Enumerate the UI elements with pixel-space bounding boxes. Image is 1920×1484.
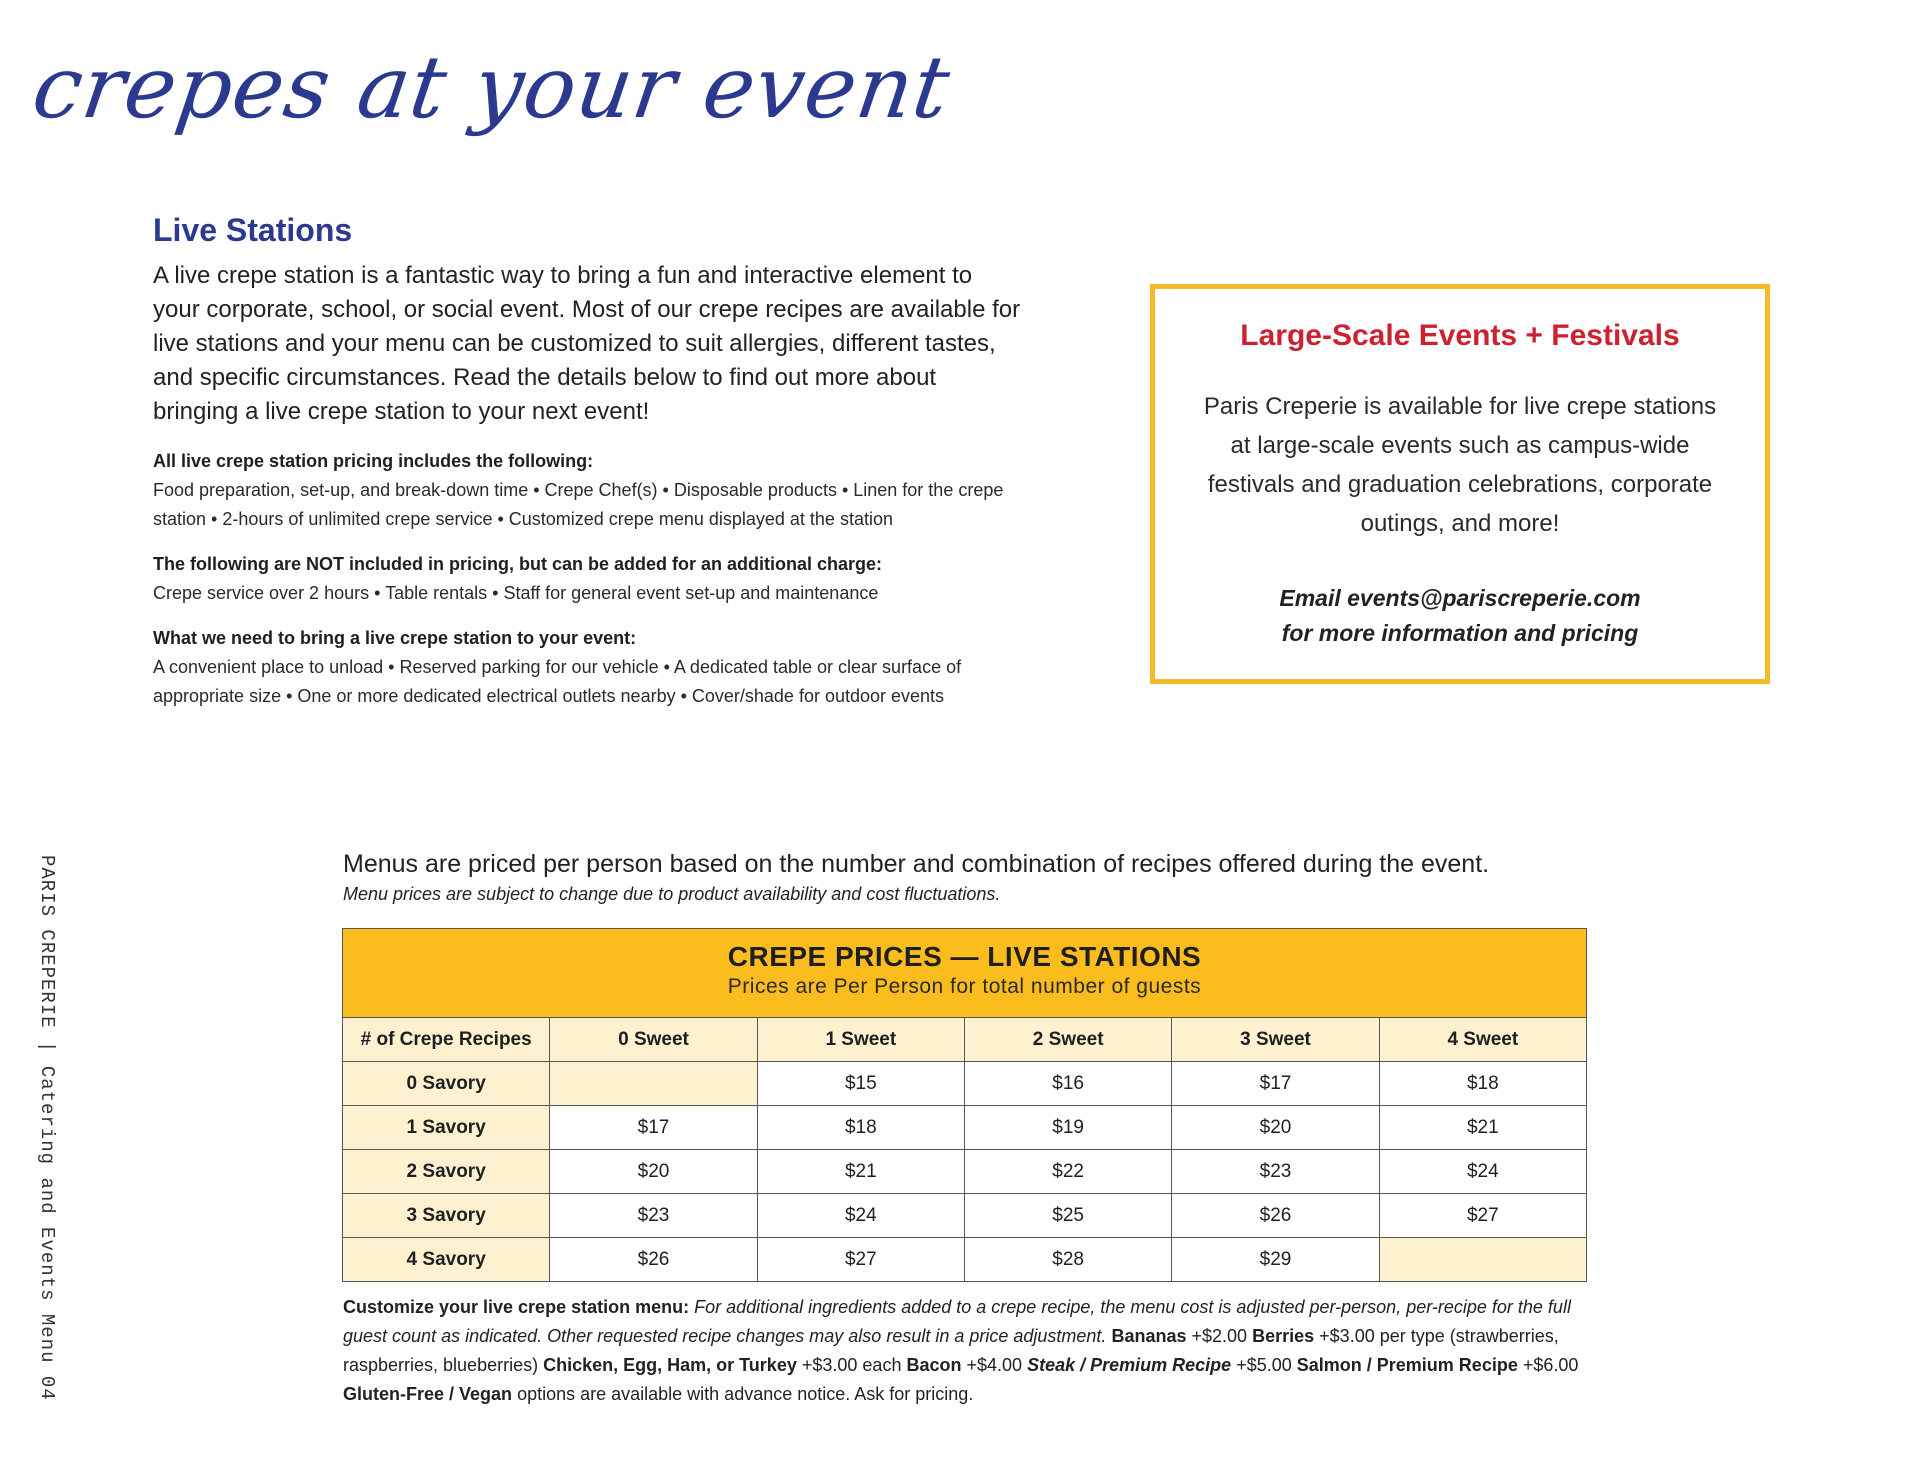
table-row: [343, 1150, 1587, 1194]
not-included-body: Crepe service over 2 hours • Table rentals • Staff for general event set-up and maintenance: [153, 583, 879, 603]
customize-italic-note: For additional ingredients added to a crepe recipe, the menu cost is adjusted per-person, per-recipe for the full guest count as indicated. Other requested recipe changes may also result in a price adjustment.: [343, 1297, 1571, 1346]
not-included-block: [153, 550, 1023, 608]
price-cell: $29: [1172, 1238, 1379, 1282]
price-cell: $25: [964, 1194, 1171, 1238]
price-cell: $15: [757, 1062, 964, 1106]
addon-gf-label: Gluten-Free / Vegan: [343, 1384, 513, 1404]
customize-note: [343, 1293, 1593, 1409]
addon-berries-label: Berries: [1252, 1326, 1315, 1346]
addon-steak-price: +$5.00: [1236, 1355, 1292, 1375]
table-row: [343, 1194, 1587, 1238]
addon-salmon-label: Salmon / Premium Recipe: [1296, 1355, 1518, 1375]
price-cell: $23: [1172, 1150, 1379, 1194]
price-cell: $20: [550, 1150, 757, 1194]
row-label: 1 Savory: [343, 1106, 550, 1150]
festivals-callout: [1150, 284, 1770, 684]
table-row: [343, 1062, 1587, 1106]
script-title: crepes at your event: [26, 38, 957, 138]
price-cell: $17: [1172, 1062, 1379, 1106]
sidebar-footer-text: PARIS CREPERIE | Catering and Events Menu 04: [36, 855, 58, 1401]
included-body: Food preparation, set-up, and break-down time • Crepe Chef(s) • Disposable products • Linen for the crepe station • 2-hours of unlimited crepe service • Customized crepe menu displayed at the station: [153, 480, 1004, 529]
customize-lead: Customize your live crepe station menu:: [343, 1297, 690, 1317]
table-row: [343, 1106, 1587, 1150]
menus-note: [343, 848, 1623, 908]
addon-bananas-label: Bananas: [1111, 1326, 1187, 1346]
festivals-email-line: Email events@pariscreperie.com: [1279, 585, 1641, 611]
requirements-title: What we need to bring a live crepe station to your event:: [153, 628, 637, 648]
section-heading: Live Stations: [153, 212, 353, 248]
table-row: [343, 1238, 1587, 1282]
price-cell: $17: [550, 1106, 757, 1150]
price-cell: $22: [964, 1150, 1171, 1194]
column-header: 1 Sweet: [757, 1018, 964, 1062]
menus-note-line: Menus are priced per person based on the number and combination of recipes offered during the event.: [343, 850, 1490, 878]
price-table-header: [342, 928, 1587, 1017]
addon-proteins-price: +$3.00 each: [801, 1355, 902, 1375]
requirements-body: A convenient place to unload • Reserved parking for our vehicle • A dedicated table or clear surface of appropriate size • One or more dedicated electrical outlets nearby • Cover/shade for outdoor events: [153, 657, 962, 706]
price-cell: $23: [550, 1194, 757, 1238]
price-cell: $18: [1379, 1062, 1586, 1106]
addon-proteins-label: Chicken, Egg, Ham, or Turkey: [543, 1355, 797, 1375]
price-cell: $24: [1379, 1150, 1586, 1194]
price-header-row: [343, 1018, 1587, 1062]
intro-paragraph: A live crepe station is a fantastic way to bring a fun and interactive element to your corporate, school, or social event. Most of our crepe recipes are available for live stations and your menu can be customized to suit allergies, different tastes, and specific circumstances. Read the details below to find out more about bringing a live crepe station to your next event!: [153, 262, 1021, 425]
row-label: 4 Savory: [343, 1238, 550, 1282]
column-header: 2 Sweet: [964, 1018, 1171, 1062]
row-label: 2 Savory: [343, 1150, 550, 1194]
price-table: [342, 928, 1587, 1282]
price-cell: $21: [757, 1150, 964, 1194]
price-cell-empty: [550, 1062, 757, 1106]
column-header: 4 Sweet: [1379, 1018, 1586, 1062]
requirements-block: [153, 624, 1023, 711]
addon-bananas-price: +$2.00: [1191, 1326, 1248, 1346]
price-cell: $18: [757, 1106, 964, 1150]
festivals-body: Paris Creperie is available for live crepe stations at large-scale events such as campus-wide festivals and graduation celebrations, corporate outings, and more!: [1203, 393, 1717, 537]
price-cell: $26: [550, 1238, 757, 1282]
festivals-title: Large-Scale Events + Festivals: [1240, 319, 1680, 352]
addon-bacon-label: Bacon: [906, 1355, 962, 1375]
price-table-title: CREPE PRICES — LIVE STATIONS: [727, 941, 1202, 972]
price-cell: $27: [1379, 1194, 1586, 1238]
column-header: # of Crepe Recipes: [343, 1018, 550, 1062]
not-included-title: The following are NOT included in pricing, but can be added for an additional charge:: [153, 554, 883, 574]
row-label: 3 Savory: [343, 1194, 550, 1238]
price-table-subtitle: Prices are Per Person for total number of guests: [727, 975, 1202, 998]
price-cell: $24: [757, 1194, 964, 1238]
price-cell: $27: [757, 1238, 964, 1282]
live-stations-section: [153, 212, 1023, 727]
addon-salmon-price: +$6.00: [1522, 1355, 1579, 1375]
addon-berries-price: +$3.00 per type (strawberries, raspberries, blueberries): [343, 1326, 1559, 1375]
festivals-info-line: for more information and pricing: [1281, 620, 1639, 646]
price-grid: [342, 1017, 1587, 1282]
addon-steak-label: Steak / Premium Recipe: [1027, 1355, 1232, 1375]
row-label: 0 Savory: [343, 1062, 550, 1106]
price-cell: $26: [1172, 1194, 1379, 1238]
price-cell: $19: [964, 1106, 1171, 1150]
menus-note-sub: Menu prices are subject to change due to product availability and cost fluctuations.: [343, 884, 1001, 904]
addon-bacon-price: +$4.00: [966, 1355, 1023, 1375]
addon-gf-text: options are available with advance notice. Ask for pricing.: [517, 1384, 974, 1404]
price-cell: $21: [1379, 1106, 1586, 1150]
price-cell: $20: [1172, 1106, 1379, 1150]
price-cell: $28: [964, 1238, 1171, 1282]
column-header: 0 Sweet: [550, 1018, 757, 1062]
column-header: 3 Sweet: [1172, 1018, 1379, 1062]
included-title: All live crepe station pricing includes the following:: [153, 451, 594, 471]
included-block: [153, 447, 1023, 534]
price-cell: $16: [964, 1062, 1171, 1106]
price-cell-empty: [1379, 1238, 1586, 1282]
